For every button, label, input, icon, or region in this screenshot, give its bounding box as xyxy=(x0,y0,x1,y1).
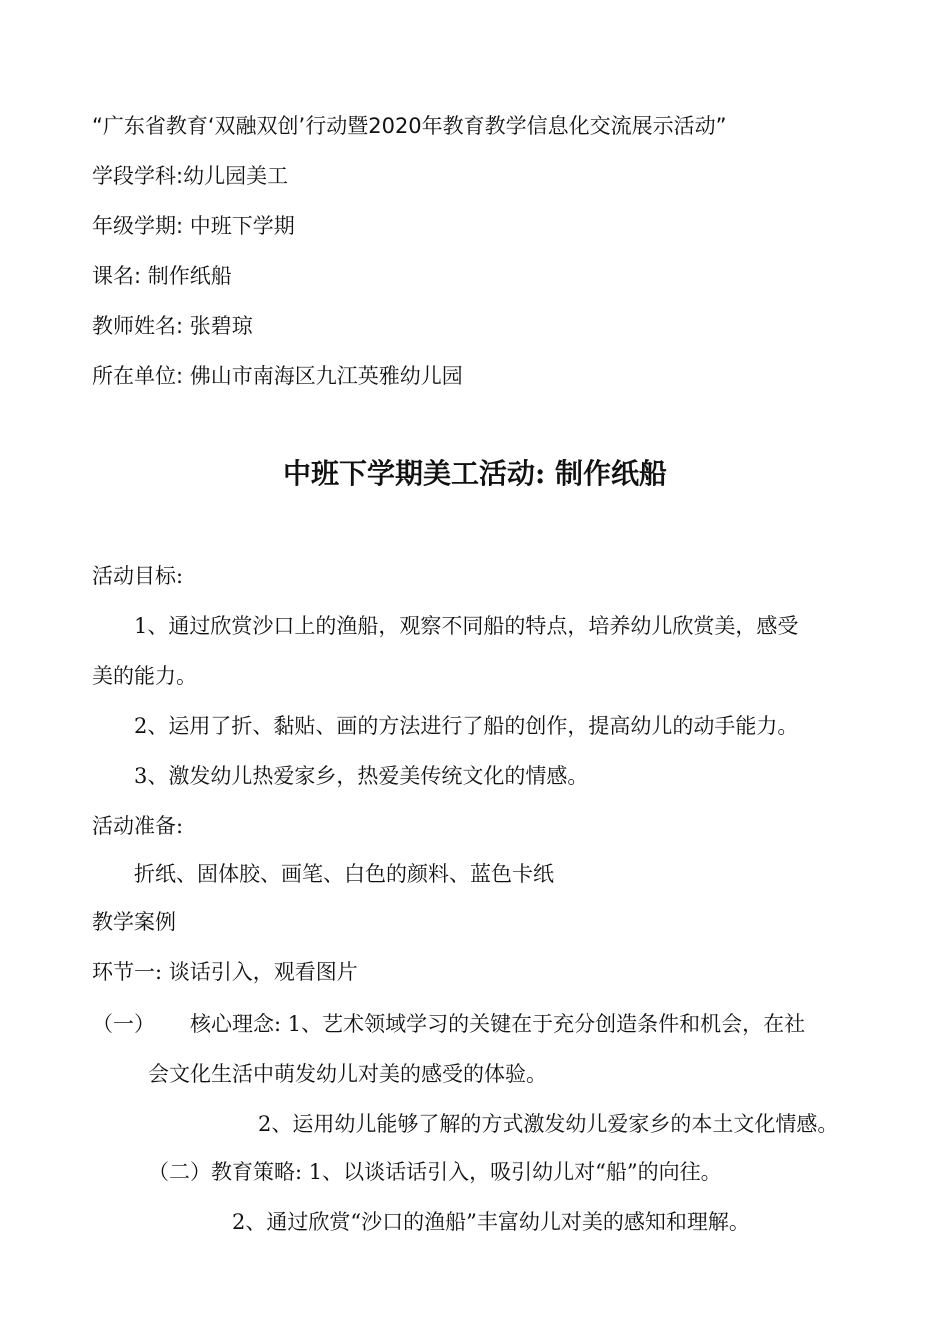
strategy-line-2: 2、通过欣赏“沙口的渔船”丰富幼儿对美的感知和理解。 xyxy=(232,1210,750,1234)
preparation-materials: 折纸、固体胶、画笔、白色的颜料、蓝色卡纸 xyxy=(134,862,554,886)
concept-line-1: 核心理念: 1、艺术领域学习的关键在于充分创造条件和机会，在社 xyxy=(190,1012,806,1036)
strategy-line-1: （二）教育策略: 1、以谈话话引入，吸引幼儿对“船”的向往。 xyxy=(148,1160,722,1184)
goal-item-1-line-1: 1、通过欣赏沙口上的渔船，观察不同船的特点，培养幼儿欣赏美，感受 xyxy=(134,614,799,638)
goal-item-2: 2、运用了折、黏贴、画的方法进行了船的创作，提高幼儿的动手能力。 xyxy=(134,714,799,738)
goal-item-1-line-2: 美的能力。 xyxy=(92,664,197,688)
subject-line: 学段学科:幼儿园美工 xyxy=(92,164,289,188)
teacher-line: 教师姓名: 张碧琼 xyxy=(92,314,253,338)
event-line: “广东省教育‘双融双创’行动暨2020年教育教学信息化交流展示活动” xyxy=(92,114,727,138)
page-title: 中班下学期美工活动: 制作纸船 xyxy=(282,457,668,490)
grade-line: 年级学期: 中班下学期 xyxy=(92,214,295,238)
concept-line-3: 2、运用幼儿能够了解的方式激发幼儿爱家乡的本土文化情感。 xyxy=(258,1112,839,1136)
goals-heading: 活动目标: xyxy=(92,564,184,588)
concept-label: （一） xyxy=(92,1012,155,1036)
section-1-title: 环节一: 谈话引入，观看图片 xyxy=(92,960,358,984)
case-heading: 教学案例 xyxy=(92,910,176,934)
goal-item-3: 3、激发幼儿热爱家乡，热爱美传统文化的情感。 xyxy=(134,764,589,788)
concept-line-2: 会文化生活中萌发幼儿对美的感受的体验。 xyxy=(148,1062,547,1086)
course-line: 课名: 制作纸船 xyxy=(92,264,232,288)
preparation-heading: 活动准备: xyxy=(92,814,184,838)
unit-line: 所在单位: 佛山市南海区九江英雅幼儿园 xyxy=(92,364,463,388)
